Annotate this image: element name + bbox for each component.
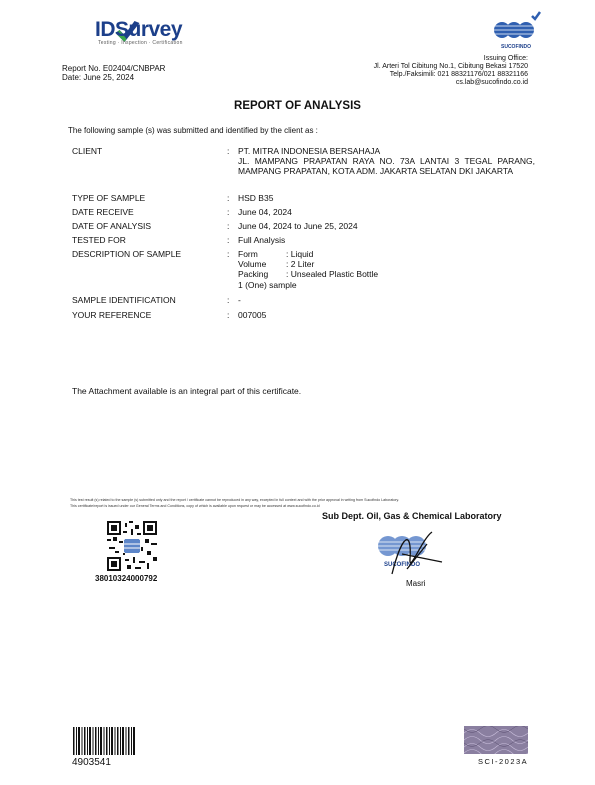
disclaimer-line1: This test result (s) related to the sample (s) submitted only and the report / certificate cannot be reproduced in any way, excepted in full context and with the prior approval in writing from Sucofindo Laboratory. xyxy=(70,498,400,502)
volume-value: : 2 Liter xyxy=(286,259,315,269)
colon: : xyxy=(227,295,230,305)
attachment-note: The Attachment available is an integral part of this certificate. xyxy=(72,386,302,396)
colon: : xyxy=(227,221,230,231)
type-of-sample-value: HSD B35 xyxy=(238,193,274,203)
your-reference-label: YOUR REFERENCE xyxy=(72,310,152,320)
office-email: cs.lab@sucofindo.co.id xyxy=(455,79,528,86)
colon: : xyxy=(227,207,230,217)
qr-code-icon xyxy=(107,521,157,571)
signer-name: Masri xyxy=(406,579,426,588)
intro-text: The following sample (s) was submitted and identified by the client as : xyxy=(68,126,318,135)
lab-name: Sub Dept. Oil, Gas & Chemical Laboratory xyxy=(322,511,502,521)
sucofindo-logo-label: SUCOFINDO xyxy=(501,44,531,50)
colon: : xyxy=(227,235,230,245)
colon: : xyxy=(227,249,230,259)
office-address-line2: Telp./Faksimili: 021 88321176/021 88321166 xyxy=(389,71,528,78)
office-address-line1: Jl. Arteri Tol Cibitung No.1, Cibitung Bekasi 17520 xyxy=(373,63,528,70)
colon: : xyxy=(227,146,230,156)
lab-stamp-icon xyxy=(372,524,452,584)
page-title: REPORT OF ANALYSIS xyxy=(234,100,361,112)
description-label: DESCRIPTION OF SAMPLE xyxy=(72,249,182,259)
date-receive-value: June 04, 2024 xyxy=(238,207,292,217)
sample-identification-label: SAMPLE IDENTIFICATION xyxy=(72,295,176,305)
sucofindo-logo-icon xyxy=(490,10,542,52)
client-name: PT. MITRA INDONESIA BERSAHAJA xyxy=(238,146,381,156)
packing-value: : Unsealed Plastic Bottle xyxy=(286,269,379,279)
tested-for-label: TESTED FOR xyxy=(72,235,126,245)
disclaimer-line2: This certificate/report is issued under our General Terms and Conditions, copy of which is available upon request or may be accessed at www.sucofindo.co.id xyxy=(70,504,320,508)
your-reference-value: 007005 xyxy=(238,310,267,320)
qr-number: 38010324000792 xyxy=(95,574,158,583)
sample-identification-value: - xyxy=(238,295,241,305)
client-label: CLIENT xyxy=(72,146,103,156)
type-of-sample-label: TYPE OF SAMPLE xyxy=(72,193,146,203)
stamp-label: SUCOFINDO xyxy=(384,562,420,568)
date-of-analysis-value: June 04, 2024 to June 25, 2024 xyxy=(238,221,358,231)
colon: : xyxy=(227,310,230,320)
barcode-number: 4903541 xyxy=(72,757,111,768)
tested-for-value: Full Analysis xyxy=(238,235,286,245)
form-label: Form xyxy=(238,249,258,259)
client-address: JL. MAMPANG PRAPATAN RAYA NO. 73A LANTAI 3 TEGAL PARANG, MAMPANG PRAPATAN, KOTA ADM. JAKARTA SELATAN DKI JAKARTA xyxy=(238,156,535,176)
date-of-analysis-label: DATE OF ANALYSIS xyxy=(72,221,152,231)
idsurvey-logo-text: IDSurvey xyxy=(95,18,183,41)
idsurvey-tagline: Testing · Inspection · Certification xyxy=(98,40,183,46)
packing-label: Packing xyxy=(238,269,269,279)
issuing-office-label: Issuing Office: xyxy=(483,55,528,62)
report-date: Date: June 25, 2024 xyxy=(62,73,135,82)
date-receive-label: DATE RECEIVE xyxy=(72,207,134,217)
barcode-icon xyxy=(73,727,135,755)
report-number: Report No. E02404/CNBPAR xyxy=(62,64,166,73)
sci-code: SCI-2023A xyxy=(478,757,529,766)
colon: : xyxy=(227,193,230,203)
security-hologram-icon xyxy=(464,726,528,754)
form-value: : Liquid xyxy=(286,249,314,259)
volume-label: Volume xyxy=(238,259,267,269)
sample-count: 1 (One) sample xyxy=(238,280,297,290)
